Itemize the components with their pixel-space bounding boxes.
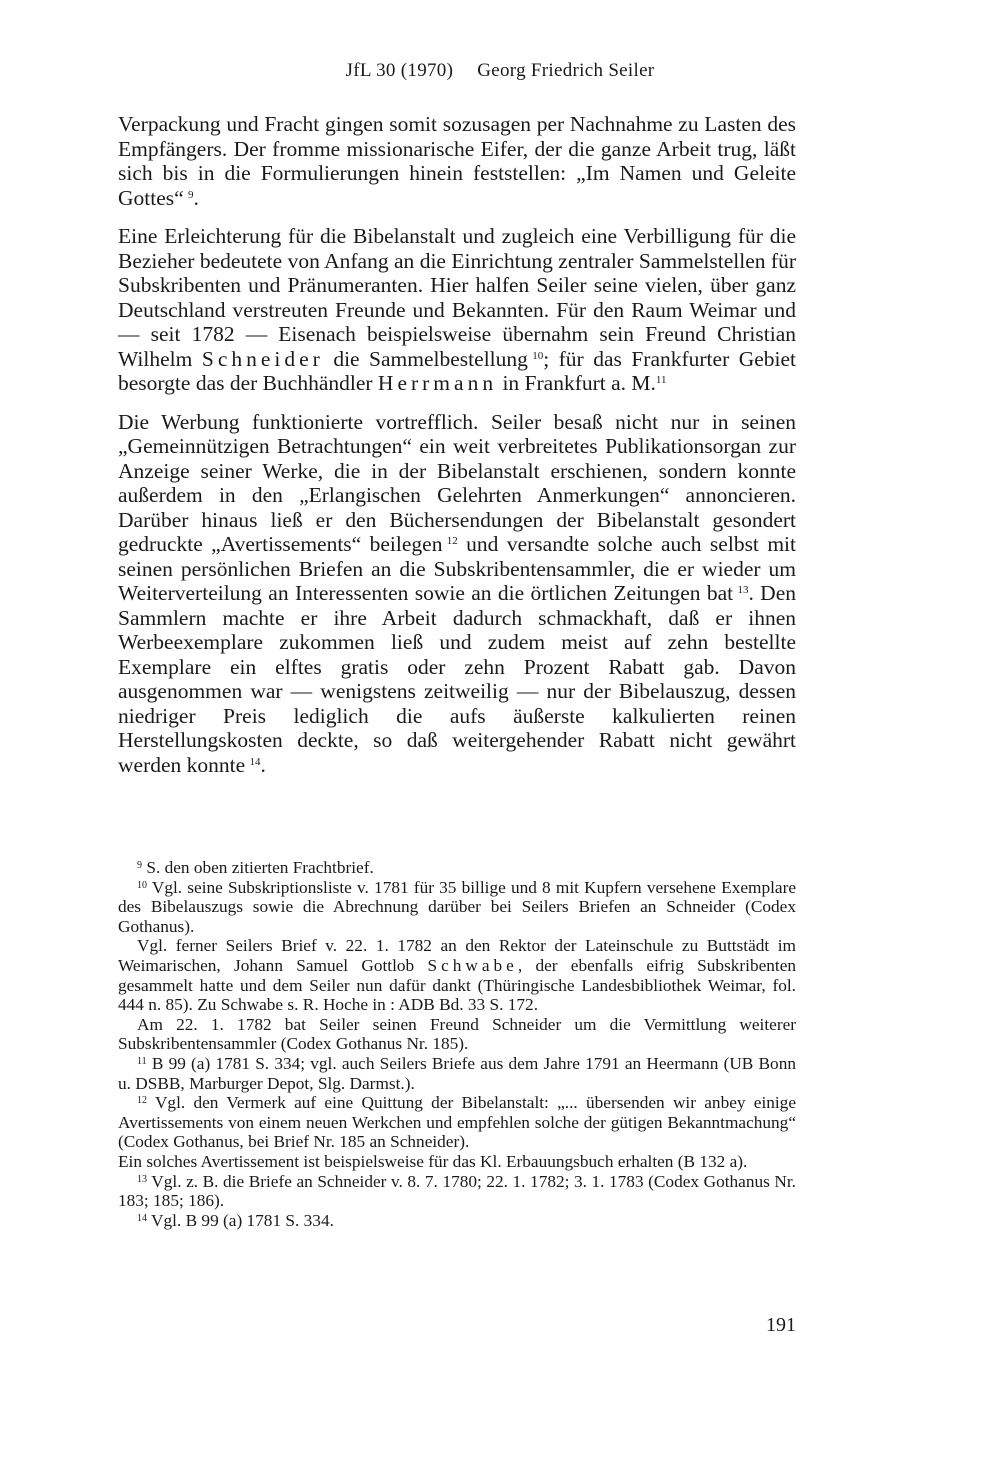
footnote-ref-14[interactable]: 14 [249,755,261,768]
footnote-ref-12[interactable]: 12 [446,535,458,547]
paragraph-1-text: Verpackung und Fracht gingen somit sozusagen per Nachnahme zu Lasten des Empfängers. Der fromme missionarische Eifer, der die ganze Arbeit trug, läßt sich bis in die Formulierungen hinein feststellen: „Im Namen und Geleite Gottes“ [118,112,796,210]
paragraph-3-text-a: Die Werbung funktionierte vortrefflich. Seiler besaß nicht nur in seinen „Gemeinnützigen Betrachtungen“ ein weit verbreitetes Publikationsorgan zur Anzeige seiner Werke, die in der Bibelanstalt erschienen, sondern konnte außerdem in den „Erlangischen Gelehrten Anmerkungen“ annoncieren. Darüber hinaus ließ er den Büchersendungen der Bibelanstalt gesondert gedruckte „Avertissements“ beilegen [118,409,796,556]
body-text [118,112,796,791]
journal-reference: JfL 30 (1970) [345,60,454,81]
footnote-12 [118,1093,796,1152]
footnote-mark-10: 10 [137,879,147,891]
paragraph-2-text-c: ; für das Frankfurter Gebiet besorgte das der Buchhändler [118,346,797,395]
footnote-mark-11: 11 [137,1055,147,1067]
footnote-10-text-a: Vgl. seine Subskriptionsliste v. 1781 für 35 billige und 8 mit Kupfern versehene Exemplare des Bibelauszugs sowie die Abrechnung darüber bei Seilers Briefen an Schneider (Codex Gothanus). [118,877,796,936]
spaced-name-herrmann: Herrmann [377,371,498,395]
footnote-14-text: Vgl. B 99 (a) 1781 S. 334. [151,1210,334,1230]
footnote-10-text-c: Am 22. 1. 1782 bat Seiler seinen Freund Schneider um die Vermittlung weiterer Subskribentensammler (Codex Gothanus Nr. 185). [118,1014,796,1054]
footnote-13-text: Vgl. z. B. die Briefe an Schneider v. 8. 7. 1780; 22. 1. 1782; 3. 1. 1783 (Codex Gothanus Nr. 183; 185; 186). [118,1171,796,1211]
footnote-9-text: S. den oben zitierten Frachtbrief. [146,858,374,877]
footnote-11-text: B 99 (a) 1781 S. 334; vgl. auch Seilers Briefe aus dem Jahre 1791 an Heermann (UB Bonn u. DSBB, Marburger Depot, Slg. Darmst.). [118,1053,796,1093]
paragraph-2 [118,224,796,396]
footnote-11 [118,1054,796,1093]
footnote-12-text-b: Ein solches Avertissement ist beispielsweise für das Kl. Erbauungsbuch erhalten (B 132 a). [118,1151,748,1171]
footnote-ref-10[interactable]: 10 [532,349,544,362]
paragraph-3-end: . [260,752,266,777]
paragraph-1-end: . [193,185,199,210]
paragraph-1 [118,112,796,210]
paragraph-2-text-a: Eine Erleichterung für die Bibelanstalt und zugleich eine Verbilligung für die Bezieher bedeutete von Anfang an die Einrichtung zentraler Sammelstellen für Subskribenten und Pränumeranten. Hier halfen Seiler seine vielen, über ganz Deutschland verstreuten Freunde und Bekannten. Für den Raum Weimar und — seit 1782 — Eisenach beispielsweise übernahm sein Freund Christian Wilhelm [118,224,796,371]
footnote-mark-9: 9 [137,860,142,871]
footnote-10 [118,878,796,937]
footnote-ref-9[interactable]: 9 [188,188,194,201]
paragraph-2-text-b: die Sammelbestellung [333,346,528,371]
footnote-mark-14: 14 [137,1212,147,1224]
footnote-10-continued-c [118,1015,796,1054]
footnote-14 [118,1211,796,1231]
spaced-name-schneider: Schneider [201,346,324,371]
paragraph-3 [118,410,796,778]
paragraph-3-text-b: und versandte solche auch selbst mit seinen persönlichen Briefen an die Subskribentensammler, die er wieder um Weiterverteilung an Interessenten sowie an die örtlichen Zeitungen bat [118,532,796,605]
page-number: 191 [766,1314,796,1336]
paragraph-3-text-c: . Den Sammlern machte er ihre Arbeit dadurch schmackhaft, daß er ihnen Werbeexemplare zukommen ließ und zudem meist auf zehn bestellte Exemplare ein elftes gratis oder zehn Prozent Rabatt gab. Davon ausgenommen war — wenigstens zeitweilig — nur der Bibelauszug, dessen niedriger Preis lediglich die aufs äußerste kalkulierten reinen Herstellungskosten deckte, so daß weitergehender Rabatt nicht gewährt werden konnte [118,581,796,777]
footnote-13 [118,1172,796,1211]
paragraph-2-text-d: in Frankfurt a. M. [502,371,656,395]
footnotes [118,858,796,1230]
footnote-10-text-b2: , der ebenfalls eifrig Subskribenten gesammelt hatte und dem Seiler nun dafür dankt (Thüringische Landesbibliothek Weimar, fol. 444 n. 85). Zu Schwabe s. R. Hoche in : ADB Bd. 33 S. 172. [118,955,797,1015]
footnote-ref-11[interactable]: 11 [655,374,667,386]
running-head-author: Georg Friedrich Seiler [477,60,655,81]
running-head [0,60,1000,82]
footnote-10-continued-b [118,936,796,1014]
footnote-mark-12: 12 [137,1095,147,1107]
footnote-mark-13: 13 [137,1173,147,1185]
footnote-ref-13[interactable]: 13 [737,584,749,596]
footnote-12-continued [118,1152,796,1172]
footnote-9 [118,858,796,878]
footnote-12-text-a: Vgl. den Vermerk auf eine Quittung der Bibelanstalt: „... übersenden wir anbey einige Avertissements von einem neuen Werkchen und empfehlen solche der gütigen Bekanntmachung“ (Codex Gothanus, bei Brief Nr. 185 an Schneider). [118,1093,796,1152]
spaced-name-schwabe: Schwabe [427,955,518,975]
footnote-10-text-b1: Vgl. ferner Seilers Brief v. 22. 1. 1782 an den Rektor der Lateinschule zu Buttstädt im Weimarischen, Johann Samuel Gottlob [118,936,796,975]
